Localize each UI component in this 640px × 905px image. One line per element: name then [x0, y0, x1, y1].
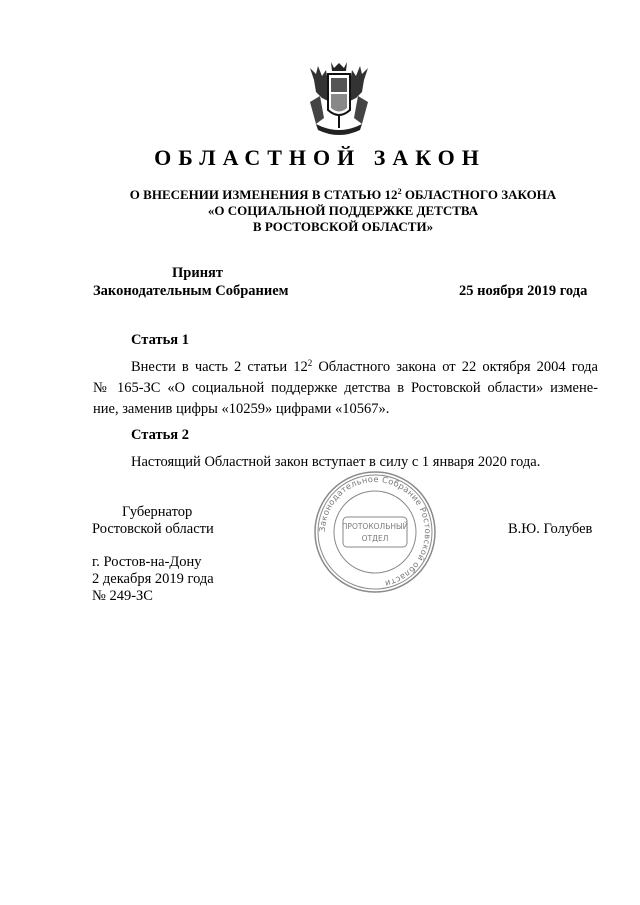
article-1-line-3: ние, заменив цифры «10259» цифрами «10567». [93, 401, 390, 417]
article-2-heading: Статья 2 [131, 427, 189, 443]
article-1-heading: Статья 1 [131, 332, 189, 348]
coat-of-arms-icon [306, 58, 372, 138]
subtitle-line-2: «О СОЦИАЛЬНОЙ ПОДДЕРЖКЕ ДЕТСТВА [207, 203, 479, 218]
subtitle-line-1 [0, 187, 640, 203]
adopted-by: Законодательным Собранием [93, 283, 289, 299]
article-1-line-2: № 165-ЗС «О социальной поддержке детства в Ростовской области» измене- [93, 380, 598, 396]
governor-title: Губернатор [122, 504, 193, 520]
subtitle-line-1-end: ОБЛАСТНОГО ЗАКОНА [401, 187, 557, 202]
adopted-label: Принят [172, 265, 224, 281]
subtitle-line-1-start: О ВНЕСЕНИИ ИЗМЕНЕНИЯ В СТАТЬЮ 12 [129, 187, 398, 202]
subtitle-line-3: В РОСТОВСКОЙ ОБЛАСТИ» [252, 219, 434, 234]
adopted-date: 25 ноября 2019 года [459, 283, 588, 299]
signing-date: 2 декабря 2019 года [92, 571, 214, 587]
subtitle-superscript: 2 [397, 187, 402, 196]
page-title: ОБЛАСТНОЙ ЗАКОН [154, 145, 486, 170]
seal-outer-text: Законодательное Собрание Ростовской области [316, 473, 434, 589]
official-seal [313, 470, 437, 594]
article-1-line-1-start: Внести в часть 2 статьи 12 [131, 359, 308, 375]
article-1-superscript: 2 [307, 358, 313, 368]
article-1-line-1 [93, 357, 598, 378]
signing-city: г. Ростов-на-Дону [92, 554, 202, 570]
article-2-text: Настоящий Областной закон вступает в силу с 1 января 2020 года. [131, 454, 541, 470]
article-1-text [93, 357, 598, 420]
governor-region: Ростовской области [92, 521, 214, 537]
seal-inner-text-1: ПРОТОКОЛЬНЫЙ [341, 522, 409, 531]
governor-name: В.Ю. Голубев [508, 521, 593, 537]
seal-inner-text-2: ОТДЕЛ [361, 534, 389, 543]
article-1-line-1-end: Областного закона от 22 октября 2004 года [312, 359, 598, 375]
law-number: № 249-ЗС [92, 588, 153, 604]
